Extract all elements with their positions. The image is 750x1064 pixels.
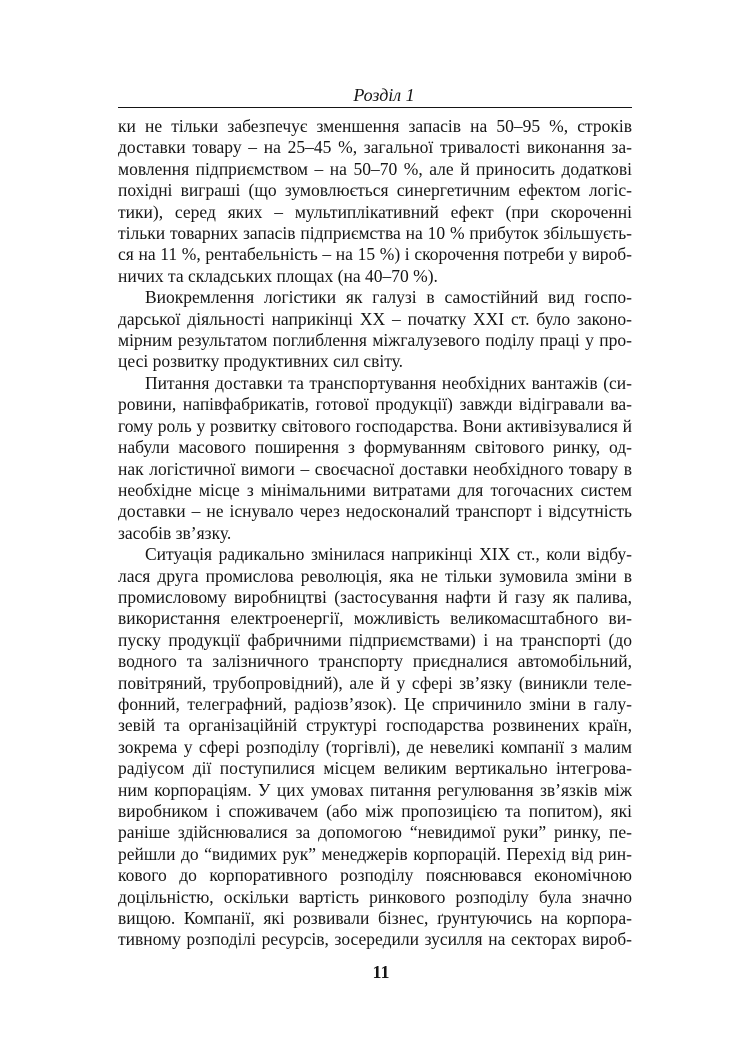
text-line: радіусом дії поступилися місцем великим вертикально інтегрова- bbox=[118, 758, 632, 779]
text-line: лася друга промислова революція, яка не тільки зумовила зміни в bbox=[118, 565, 632, 586]
text-line: використання електроенергії, можливість великомасштабного ви- bbox=[118, 608, 632, 629]
text-line: кового до корпоративного розподілу пояснювався економічною bbox=[118, 865, 632, 886]
text-line: ся на 11 %, рентабельність – на 15 %) і скорочення потреби у вироб- bbox=[118, 244, 632, 265]
paragraph bbox=[118, 373, 632, 544]
text-line: мовлення підприємством – на 50–70 %, але й приносить додаткові bbox=[118, 158, 632, 179]
text-line: промисловому виробництві (застосування нафти й газу як палива, bbox=[118, 586, 632, 607]
text-line: гому роль у розвитку світового господарства. Вони активізувалися й bbox=[118, 415, 632, 436]
text-line: тільки товарних запасів підприємства на 10 % прибуток збільшуєть- bbox=[118, 223, 632, 244]
text-line: виробником і споживачем (або між пропозицією та попитом), які bbox=[118, 801, 632, 821]
text-line: засобів зв’язку. bbox=[118, 522, 232, 543]
text-line: нак логістичної вимоги – своєчасної доставки необхідного товару в bbox=[118, 458, 632, 479]
section-title: Розділ 1 bbox=[353, 85, 415, 105]
text-line: дарської діяльності наприкінці XX – початку XXI ст. було законо- bbox=[118, 308, 632, 329]
page-number: 11 bbox=[372, 962, 390, 982]
text-line: Ситуація радикально змінилася наприкінці XIX ст., коли відбу- bbox=[145, 544, 632, 565]
text-line: зокрема у сфері розподілу (торгівлі), де невеликі компанії з малим bbox=[118, 736, 632, 757]
text-line: необхідне місце з мінімальними витратами для тогочасних систем bbox=[118, 479, 632, 500]
text-line: Виокремлення логістики як галузі в самостійний вид госпо- bbox=[145, 287, 632, 308]
text-line: цесі розвитку продуктивних сил світу. bbox=[118, 351, 403, 372]
text-line: водного та залізничного транспорту приєдналися автомобільний, bbox=[118, 651, 632, 672]
header-rule bbox=[118, 107, 632, 108]
text-line: вищою. Компанії, які розвивали бізнес, ґрунтуючись на корпора- bbox=[118, 908, 632, 929]
paragraph bbox=[118, 287, 632, 373]
text-line: похідні виграші (що зумовлюється синергетичним ефектом логіс- bbox=[118, 180, 632, 201]
text-line: доставки – не існувало через недосконалий транспорт і відсутність bbox=[118, 501, 632, 522]
text-line: рейшли до “видимих рук” менеджерів корпорацій. Перехід від рин- bbox=[118, 843, 632, 864]
text-line: тики), серед яких – мультиплікативний ефект (при скороченні bbox=[118, 201, 632, 222]
text-line: пуску продукції фабричними підприємствами) і на транспорті (до bbox=[118, 629, 632, 650]
text-line: доставки товару – на 25–45 %, загальної тривалості виконання за- bbox=[118, 137, 632, 158]
text-line: доцільністю, оскільки вартість ринкового розподілу була значно bbox=[118, 886, 632, 907]
text-line: ничих та складських площах (на 40–70 %). bbox=[118, 265, 438, 286]
text-line: ним корпораціям. У цих умовах питання регулювання зв’язків між bbox=[118, 779, 632, 800]
text-line: набули масового поширення з формуванням світового ринку, од- bbox=[118, 437, 632, 458]
text-line: ровини, напівфабрикатів, готової продукції) завжди відігравали ва- bbox=[118, 394, 632, 415]
body-text bbox=[118, 116, 632, 951]
text-line: повітряний, трубопровідний), але й у сфері зв’язку (виникли теле- bbox=[118, 672, 632, 693]
paragraph bbox=[118, 544, 632, 951]
text-line: раніше здійснювалися за допомогою “невидимої руки” ринку, пе- bbox=[118, 822, 632, 843]
text-line: зевій та організаційній структурі господарства розвинених країн, bbox=[118, 715, 632, 736]
text-line: тивному розподілі ресурсів, зосередили зусилля на секторах вироб- bbox=[118, 929, 632, 950]
text-line: фонний, телеграфний, радіозв’язок). Це спричинило зміни в галу- bbox=[118, 693, 632, 714]
paragraph bbox=[118, 116, 632, 287]
text-line: мірним результатом поглиблення міжгалузевого поділу праці у про- bbox=[118, 330, 632, 351]
text-line: Питання доставки та транспортування необхідних вантажів (си- bbox=[145, 372, 632, 393]
text-line: ки не тільки забезпечує зменшення запасів на 50–95 %, строків bbox=[118, 116, 632, 136]
